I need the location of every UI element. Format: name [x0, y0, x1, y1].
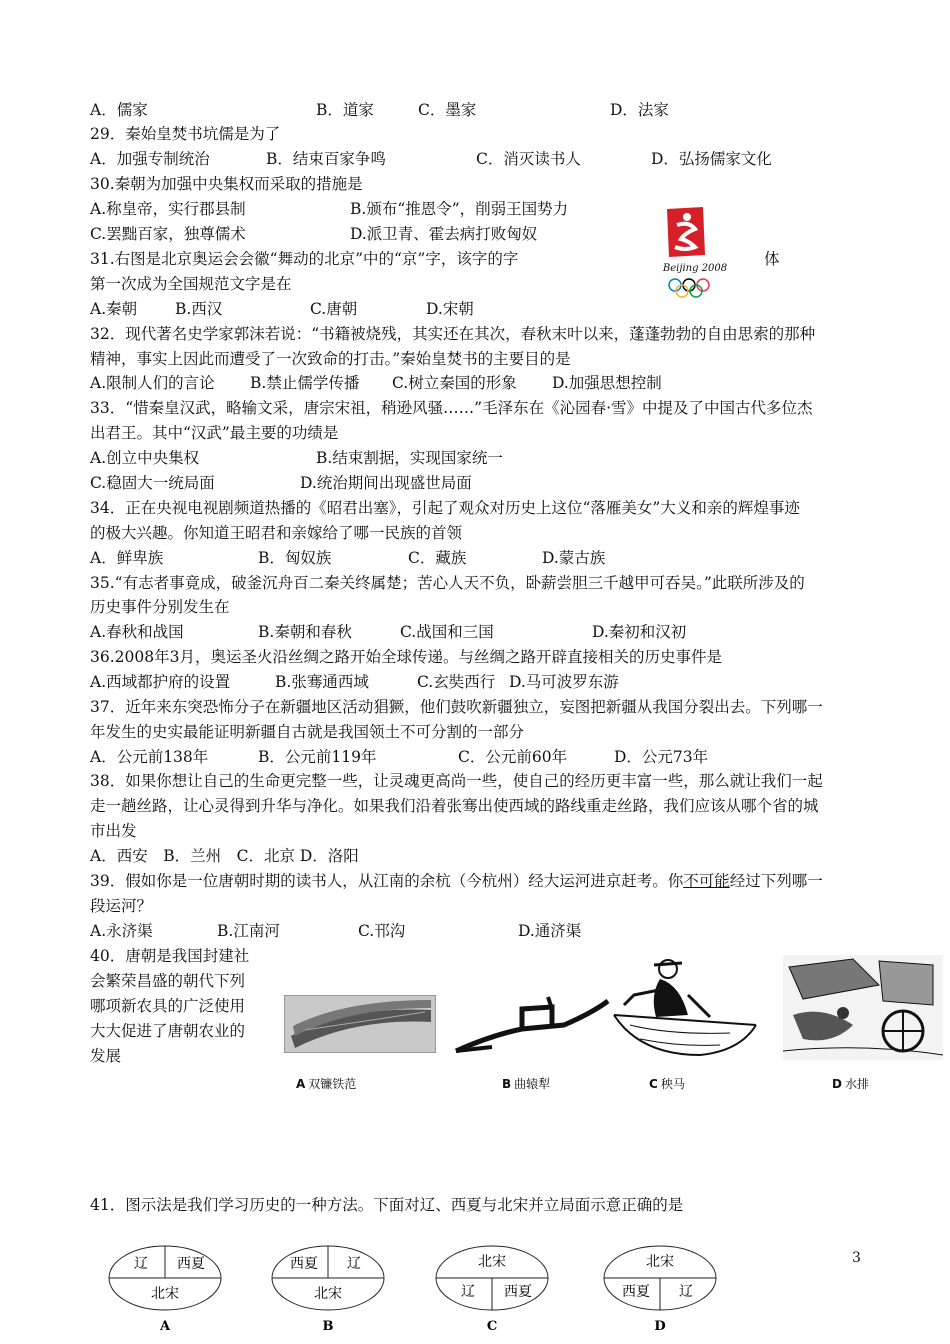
q40-image-c-rice-seedling-horse[interactable] — [610, 955, 760, 1060]
q31-stem-tail: 体 — [764, 250, 780, 268]
q31-option-d[interactable]: D.宋朝 — [426, 300, 474, 318]
q33-option-a[interactable]: A.创立中央集权 — [90, 449, 200, 467]
diagram-b-top-left: 西夏 — [290, 1256, 318, 1272]
diagram-a-letter: A — [159, 1319, 171, 1334]
q40-stem-line5: 发展 — [90, 1047, 122, 1065]
diagram-c-top: 北宋 — [478, 1254, 506, 1270]
page-number: 3 — [852, 1250, 861, 1266]
q39-option-d[interactable]: D.通济渠 — [518, 922, 582, 940]
q36-option-c[interactable]: C.玄奘西行 — [417, 673, 496, 691]
q33-option-d[interactable]: D.统治期间出现盛世局面 — [300, 474, 472, 492]
q37-option-a[interactable]: A．公元前138年 — [90, 748, 209, 766]
caption-c-letter: C — [649, 1077, 658, 1091]
q34-option-b[interactable]: B．匈奴族 — [258, 549, 332, 567]
q40-caption-b — [502, 1075, 550, 1092]
diagram-a-top-right: 西夏 — [177, 1256, 205, 1272]
q31-stem-line2: 第一次成为全国规范文字是在 — [90, 275, 292, 293]
diagram-d-bottom-right: 辽 — [679, 1284, 693, 1300]
diagram-b-top-right: 辽 — [347, 1256, 361, 1272]
q37-option-d[interactable]: D．公元73年 — [614, 748, 709, 766]
q33-stem-line2: 出君王。其中“汉武”最主要的功绩是 — [90, 424, 339, 442]
q28-option-c[interactable]: C．墨家 — [418, 101, 477, 119]
q39-stem-line2: 段运河？ — [90, 897, 153, 915]
q28-option-b[interactable]: B．道家 — [316, 101, 374, 119]
diagram-d-top: 北宋 — [646, 1254, 674, 1270]
q31-option-b[interactable]: B.西汉 — [175, 300, 223, 318]
q34-stem-line1: 34．正在央视电视剧频道热播的《昭君出塞》，引起了观众对历史上这位“落雁美女”大义和亲的辉煌事迹 — [90, 499, 800, 517]
q34-option-a[interactable]: A．鲜卑族 — [90, 549, 164, 567]
caption-d-letter: D — [832, 1077, 842, 1091]
diagram-d-bottom-left: 西夏 — [622, 1284, 650, 1300]
q40-stem-line4: 大大促进了唐朝农业的 — [90, 1022, 246, 1040]
q31-option-a[interactable]: A.秦朝 — [90, 300, 138, 318]
q40-image-b-curved-plow[interactable] — [452, 995, 612, 1055]
diagram-b-letter: B — [322, 1319, 334, 1334]
q34-stem-line2: 的极大兴趣。你知道王昭君和亲嫁给了哪一民族的首领 — [90, 524, 463, 542]
q41-diagram-b[interactable] — [268, 1238, 388, 1338]
q40-stem-line2: 会繁荣昌盛的朝代下列 — [90, 972, 246, 990]
q39-stem-line1 — [90, 871, 823, 891]
caption-b-letter: B — [502, 1077, 512, 1091]
q38-stem-line1: 38．如果你想让自己的生命更完整一些，让灵魂更高尚一些，使自己的经历更丰富一些，那么就让我们一起 — [90, 772, 823, 790]
q30-option-b[interactable]: B.颁布“推恩令”，削弱王国势力 — [350, 200, 569, 218]
q28-option-a[interactable]: A．儒家 — [90, 101, 148, 119]
q41-stem: 41．图示法是我们学习历史的一种方法。下面对辽、西夏与北宋并立局面示意正确的是 — [90, 1196, 684, 1214]
q41-diagram-d[interactable] — [600, 1238, 720, 1338]
q40-stem-line1: 40．唐朝是我国封建社 — [90, 947, 250, 965]
caption-b-text: 曲辕犁 — [514, 1077, 551, 1091]
q37-option-b[interactable]: B．公元前119年 — [258, 748, 377, 766]
q36-stem: 36.2008年3月，奥运圣火沿丝绸之路开始全球传递。与丝绸之路开辟直接相关的历史事件是 — [90, 648, 722, 666]
q36-option-b[interactable]: B.张骞通西域 — [275, 673, 369, 691]
caption-a-letter: A — [296, 1077, 306, 1091]
q35-option-c[interactable]: C.战国和三国 — [400, 623, 494, 641]
diagram-b-bottom: 北宋 — [314, 1286, 342, 1302]
q33-option-c[interactable]: C.稳固大一统局面 — [90, 474, 215, 492]
diagram-d-letter: D — [654, 1319, 666, 1334]
q40-image-d-water-bellows[interactable] — [783, 955, 943, 1060]
caption-d-text: 水排 — [844, 1077, 869, 1091]
q32-option-b[interactable]: B.禁止儒学传播 — [250, 374, 360, 392]
q39-option-a[interactable]: A.永济渠 — [90, 922, 153, 940]
q33-option-b[interactable]: B.结束割据，实现国家统一 — [316, 449, 503, 467]
diagram-c-letter: C — [486, 1319, 498, 1334]
beijing-2008-emblem — [655, 203, 735, 303]
q38-stem-line2: 走一趟丝路，让心灵得到升华与净化。如果我们沿着张骞出使西域的路线重走丝路，我们应该从哪个省的城 — [90, 797, 819, 815]
q32-stem-line1: 32．现代著名史学家郭沫若说：“书籍被烧残，其实还在其次，春秋末叶以来，蓬蓬勃勃的自由思索的那种 — [90, 325, 816, 343]
q39-stem-a: 39．假如你是一位唐朝时期的读书人，从江南的余杭（今杭州）经大运河进京赶考。你 — [90, 872, 684, 890]
q31-stem-line1: 31.右图是北京奥运会会徽“舞动的北京”中的“京”字，该字的字 — [90, 250, 519, 268]
q28-option-d[interactable]: D．法家 — [610, 101, 669, 119]
q29-option-a[interactable]: A．加强专制统治 — [90, 150, 210, 168]
diagram-a-bottom: 北宋 — [151, 1286, 179, 1302]
q31-option-c[interactable]: C.唐朝 — [310, 300, 358, 318]
q40-image-a-sickle-mold[interactable] — [284, 995, 436, 1053]
q39-stem-underlined: 不可能 — [683, 872, 730, 890]
q34-option-c[interactable]: C．藏族 — [408, 549, 467, 567]
q35-stem-line2: 历史事件分别发生在 — [90, 598, 230, 616]
q41-diagram-c[interactable] — [432, 1238, 552, 1338]
q35-option-b[interactable]: B.秦朝和春秋 — [258, 623, 352, 641]
q30-option-a[interactable]: A.称皇帝，实行郡县制 — [90, 200, 246, 218]
q39-stem-b: 经过下列哪一 — [729, 872, 823, 890]
q39-option-b[interactable]: B.江南河 — [217, 922, 280, 940]
q35-stem-line1: 35.“有志者事竟成，破釜沉舟百二秦关终属楚；苦心人天不负，卧薪尝胆三千越甲可吞吴。”此联所涉及的 — [90, 574, 805, 592]
diagram-c-bottom-right: 西夏 — [504, 1284, 532, 1300]
q40-caption-c — [649, 1075, 685, 1092]
q37-option-c[interactable]: C．公元前60年 — [458, 748, 568, 766]
q35-option-a[interactable]: A.春秋和战国 — [90, 623, 184, 641]
q29-option-d[interactable]: D．弘扬儒家文化 — [651, 150, 772, 168]
diagram-c-bottom-left: 辽 — [461, 1284, 475, 1300]
q32-option-d[interactable]: D.加强思想控制 — [552, 374, 662, 392]
q29-stem: 29．秦始皇焚书坑儒是为了 — [90, 125, 281, 143]
caption-a-text: 双镰铁范 — [308, 1077, 357, 1091]
diagram-a-top-left: 辽 — [134, 1256, 148, 1272]
q38-stem-line3: 市出发 — [90, 822, 137, 840]
q30-option-d[interactable]: D.派卫青、霍去病打败匈奴 — [350, 225, 538, 243]
q32-option-c[interactable]: C.树立秦国的形象 — [392, 374, 517, 392]
q39-option-c[interactable]: C.邗沟 — [358, 922, 406, 940]
emblem-text: Beijing 2008 — [662, 263, 728, 274]
q40-caption-d — [832, 1075, 869, 1092]
q34-option-d[interactable]: D.蒙古族 — [542, 549, 606, 567]
q36-option-d[interactable]: D.马可波罗东游 — [509, 673, 619, 691]
q29-option-c[interactable]: C．消灭读书人 — [476, 150, 581, 168]
q38-options[interactable]: A．西安 B．兰州 C．北京 D．洛阳 — [90, 847, 359, 865]
q30-option-c[interactable]: C.罢黜百家，独尊儒术 — [90, 225, 246, 243]
q37-stem-line1: 37．近年来东突恐怖分子在新疆地区活动猖獗，他们鼓吹新疆独立，妄图把新疆从我国分裂出去。下列哪一 — [90, 698, 823, 716]
q30-stem: 30.秦朝为加强中央集权而采取的措施是 — [90, 175, 363, 193]
q37-stem-line2: 年发生的史实最能证明新疆自古就是我国领土不可分割的一部分 — [90, 723, 525, 741]
q32-stem-line2: 精神，事实上因此而遭受了一次致命的打击。”秦始皇焚书的主要目的是 — [90, 350, 571, 368]
q32-option-a[interactable]: A.限制人们的言论 — [90, 374, 215, 392]
q29-option-b[interactable]: B．结束百家争鸣 — [266, 150, 386, 168]
q40-stem-line3: 哪项新农具的广泛使用 — [90, 997, 246, 1015]
caption-c-text: 秧马 — [660, 1077, 685, 1091]
q36-option-a[interactable]: A.西域都护府的设置 — [90, 673, 231, 691]
q35-option-d[interactable]: D.秦初和汉初 — [592, 623, 687, 641]
q33-stem-line1: 33．“惜秦皇汉武，略输文采，唐宗宋祖，稍逊风骚……”毛泽东在《沁园春·雪》中提及了中国古代多位杰 — [90, 399, 813, 417]
q41-diagram-a[interactable] — [105, 1238, 225, 1338]
q40-caption-a — [296, 1075, 356, 1092]
